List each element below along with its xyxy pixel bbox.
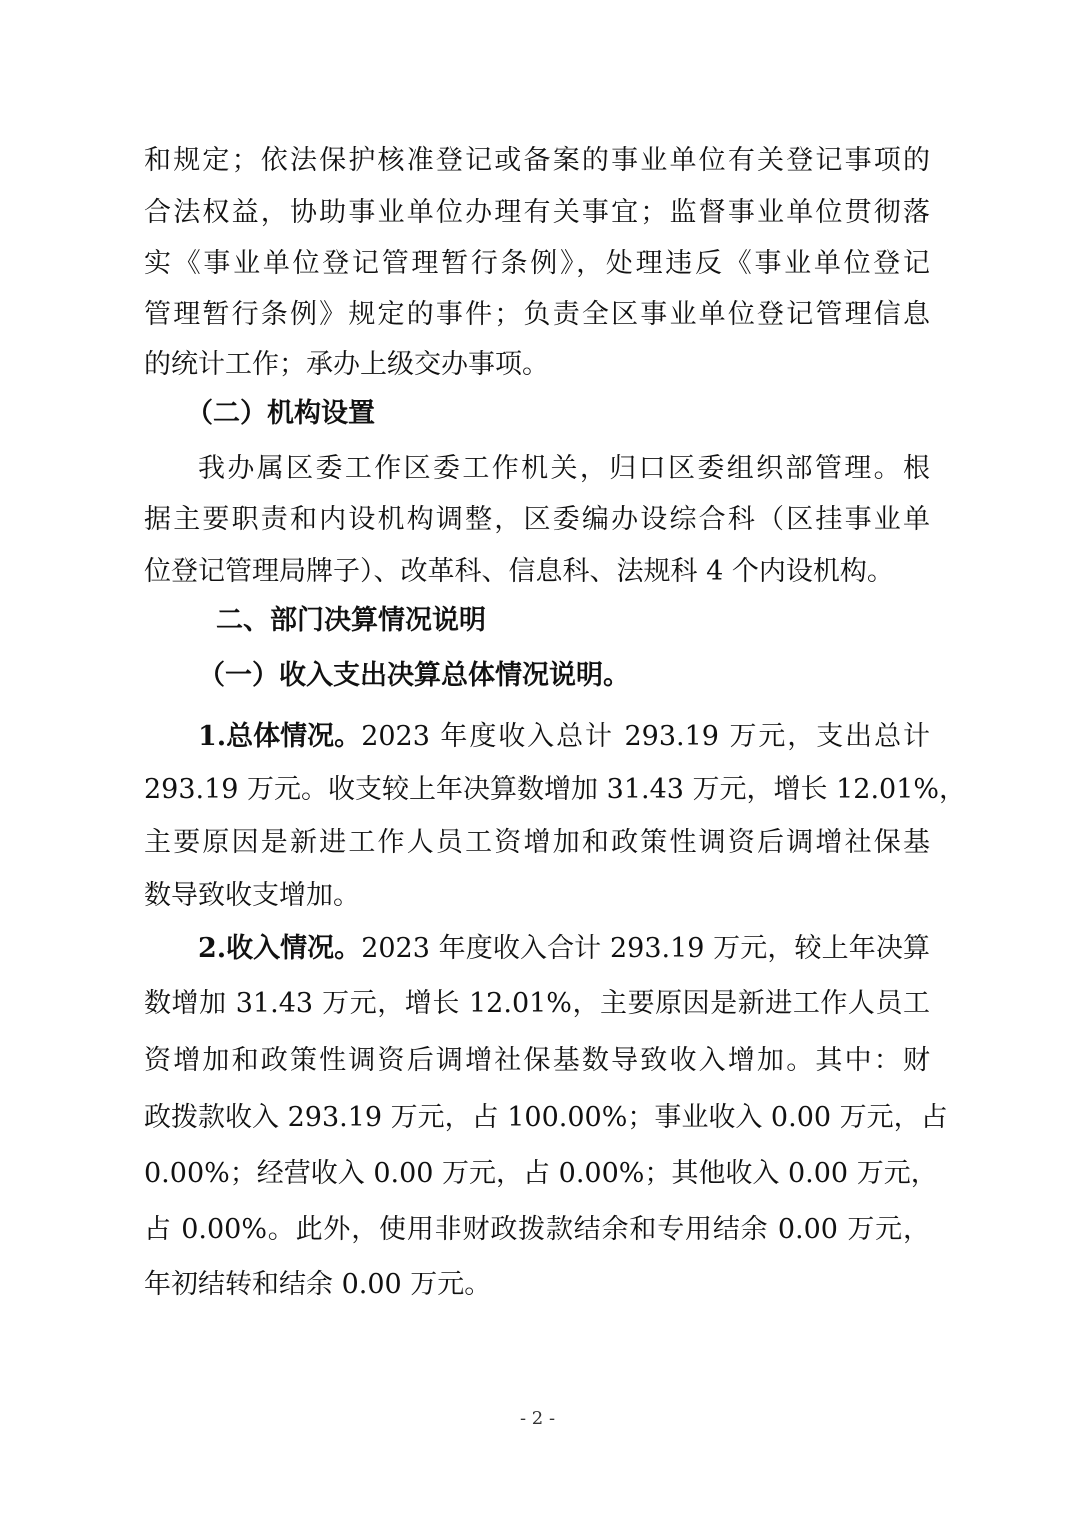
section-heading: （二）机构设置	[186, 398, 375, 429]
paragraph-label: 1.总体情况。	[198, 721, 362, 752]
paragraph-label: 2.收入情况。	[198, 933, 362, 964]
section-heading: 二、部门决算情况说明	[216, 605, 486, 636]
paragraph-line: 管理暂行条例》规定的事件；负责全区事业单位登记管理信息	[144, 299, 930, 330]
paragraph-line: 0.00%；经营收入 0.00 万元，占 0.00%；其他收入 0.00 万元，	[144, 1158, 938, 1189]
paragraph-line: 合法权益，协助事业单位办理有关事宜；监督事业单位贯彻落	[144, 197, 930, 228]
paragraph-line: 据主要职责和内设机构调整，区委编办设综合科（区挂事业单	[144, 504, 930, 535]
paragraph-line: 数导致收支增加。	[144, 880, 360, 911]
paragraph-line: 政拨款收入 293.19 万元，占 100.00%；事业收入 0.00 万元，占	[144, 1102, 948, 1133]
paragraph-line: 主要原因是新进工作人员工资增加和政策性调资后调增社保基	[144, 827, 930, 858]
paragraph-text: 2023 年度收入合计 293.19 万元，较上年决算	[361, 933, 930, 964]
paragraph-line	[198, 717, 930, 757]
paragraph-text: 2023 年度收入总计 293.19 万元，支出总计	[361, 721, 930, 752]
paragraph-line	[198, 929, 930, 969]
paragraph-line: 和规定；依法保护核准登记或备案的事业单位有关登记事项的	[144, 145, 930, 176]
paragraph-line: 位登记管理局牌子）、改革科、信息科、法规科 4 个内设机构。	[144, 556, 894, 587]
paragraph-line: 资增加和政策性调资后调增社保基数导致收入增加。其中：财	[144, 1045, 930, 1076]
subsection-heading: （一）收入支出决算总体情况说明。	[198, 660, 630, 691]
page-number: - 2 -	[519, 1408, 556, 1429]
paragraph-line: 占 0.00%。此外，使用非财政拨款结余和专用结余 0.00 万元，	[144, 1214, 930, 1245]
paragraph-line: 数增加 31.43 万元，增长 12.01%，主要原因是新进工作人员工	[144, 988, 930, 1019]
paragraph-line: 的统计工作；承办上级交办事项。	[144, 349, 549, 380]
paragraph-line: 实《事业单位登记管理暂行条例》，处理违反《事业单位登记	[144, 248, 930, 279]
paragraph-line: 年初结转和结余 0.00 万元。	[144, 1269, 492, 1300]
paragraph-line: 293.19 万元。收支较上年决算数增加 31.43 万元，增长 12.01%，	[144, 774, 967, 805]
paragraph-line: 我办属区委工作区委工作机关，归口区委组织部管理。根	[198, 453, 930, 484]
